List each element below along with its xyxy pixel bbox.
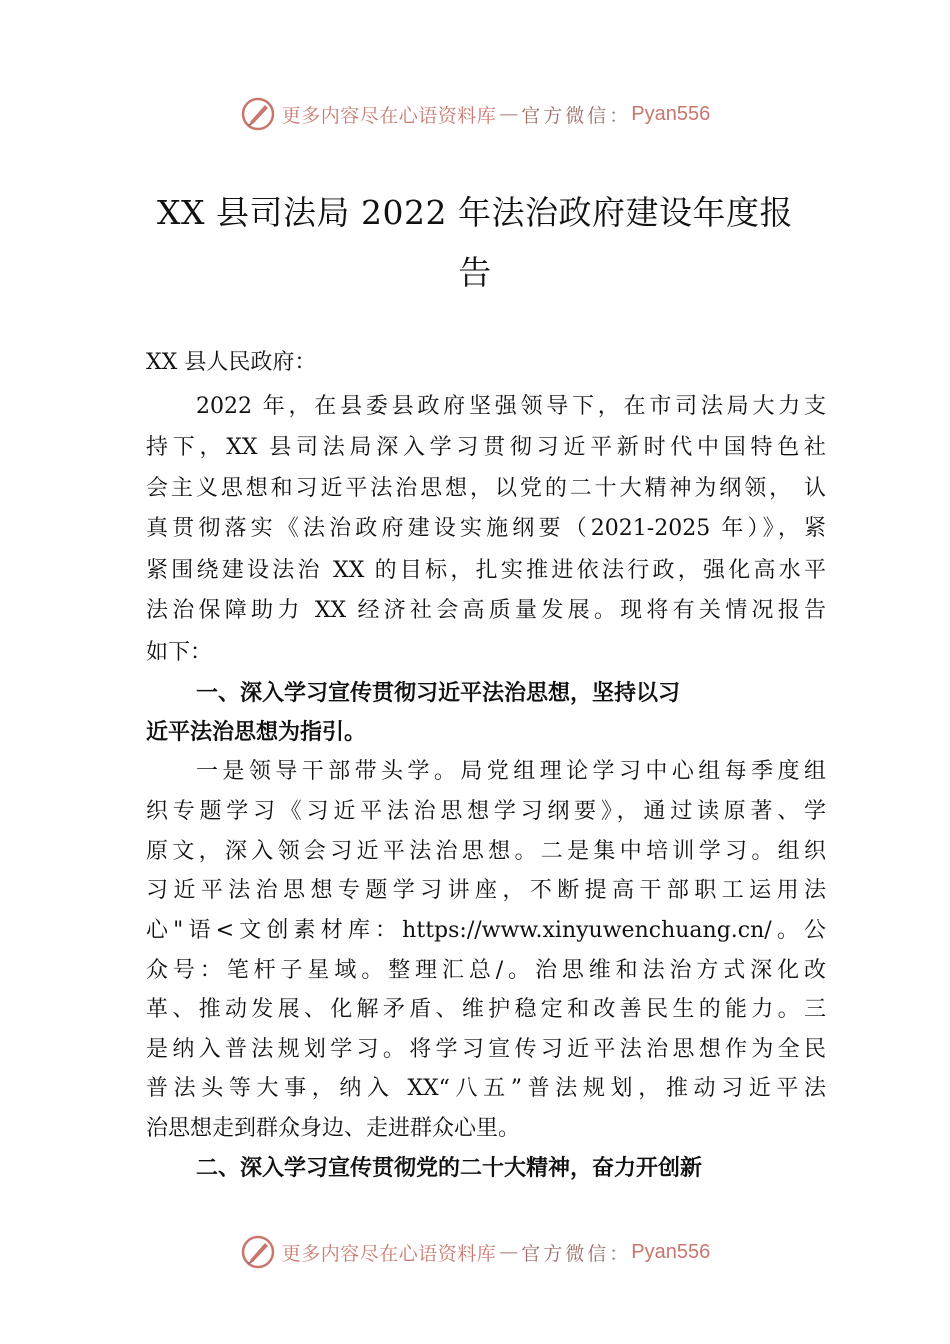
body-line: 2022 年，在县委县政府坚强领导下，在市司法局大力支 (196, 394, 826, 419)
watermark-separator: — (499, 103, 519, 125)
document-title-line-2: 告 (458, 253, 492, 292)
body-line: 普法头等大事，纳入 XX“八五”普法规划，推动习近平法 (146, 1076, 826, 1101)
body-line: 会主义思想和习近平法治思想，以党的二十大精神为纲领， 认 (146, 476, 826, 501)
body-line: 法治保障助力 XX 经济社会高质量发展。现将有关情况报告 (146, 598, 826, 623)
section-heading-1: 一、深入学习宣传贯彻习近平法治思想，坚持以习 (196, 681, 681, 706)
watermark-wechat-id: Pyan556 (631, 1240, 711, 1263)
body-line: 心"语<文创素材库：https://www.xinyuwenchuang.cn/。公 (146, 918, 826, 943)
watermark-header (0, 92, 950, 136)
body-line: 习近平法治思想专题学习讲座，不断提高干部职工运用法 (146, 878, 826, 903)
addressee: XX 县人民政府： (146, 350, 317, 375)
body-line: 一是领导干部带头学。局党组理论学习中心组每季度组 (196, 759, 826, 784)
watermark-text: 更多内容尽在心语资料库 (281, 104, 497, 127)
body-line: 革、推动发展、化解矛盾、维护稳定和改善民生的能力。三 (146, 997, 826, 1022)
body-line: 持下，XX 县司法局深入学习贯彻习近平新时代中国特色社 (146, 435, 826, 460)
body-line: 原文，深入领会习近平法治思想。二是集中培训学习。组织 (146, 839, 826, 864)
watermark-wechat-label: 官方微信： (521, 1242, 632, 1265)
watermark-footer (0, 1230, 950, 1274)
body-line: 织专题学习《习近平法治思想学习纲要》，通过读原著、学 (146, 799, 826, 824)
body-line: 紧围绕建设法治 XX 的目标，扎实推进依法行政，强化高水平 (146, 558, 826, 583)
watermark-wechat-id: Pyan556 (631, 102, 711, 125)
body-line: 如下： (146, 640, 213, 665)
watermark-wechat-label: 官方微信： (521, 104, 632, 127)
pen-logo-icon (240, 96, 276, 132)
watermark-separator: — (499, 1241, 519, 1263)
pen-logo-icon (240, 1234, 276, 1270)
body-line: 治思想走到群众身边、走进群众心里。 (146, 1116, 521, 1141)
body-line: 真贯彻落实《法治政府建设实施纲要（2021-2025 年）》，紧 (146, 516, 826, 541)
watermark-text: 更多内容尽在心语资料库 (281, 1242, 497, 1265)
document-title-line-1: XX 县司法局 2022 年法治政府建设年度报 (157, 193, 793, 232)
section-heading-2: 二、深入学习宣传贯彻党的二十大精神，奋力开创新 (196, 1156, 703, 1181)
section-heading-1-cont: 近平法治思想为指引。 (146, 720, 367, 745)
body-line: 是纳入普法规划学习。将学习宣传习近平法治思想作为全民 (146, 1037, 826, 1062)
body-line: 众号：笔杆子星域。整理汇总/。治思维和法治方式深化改 (146, 958, 826, 983)
